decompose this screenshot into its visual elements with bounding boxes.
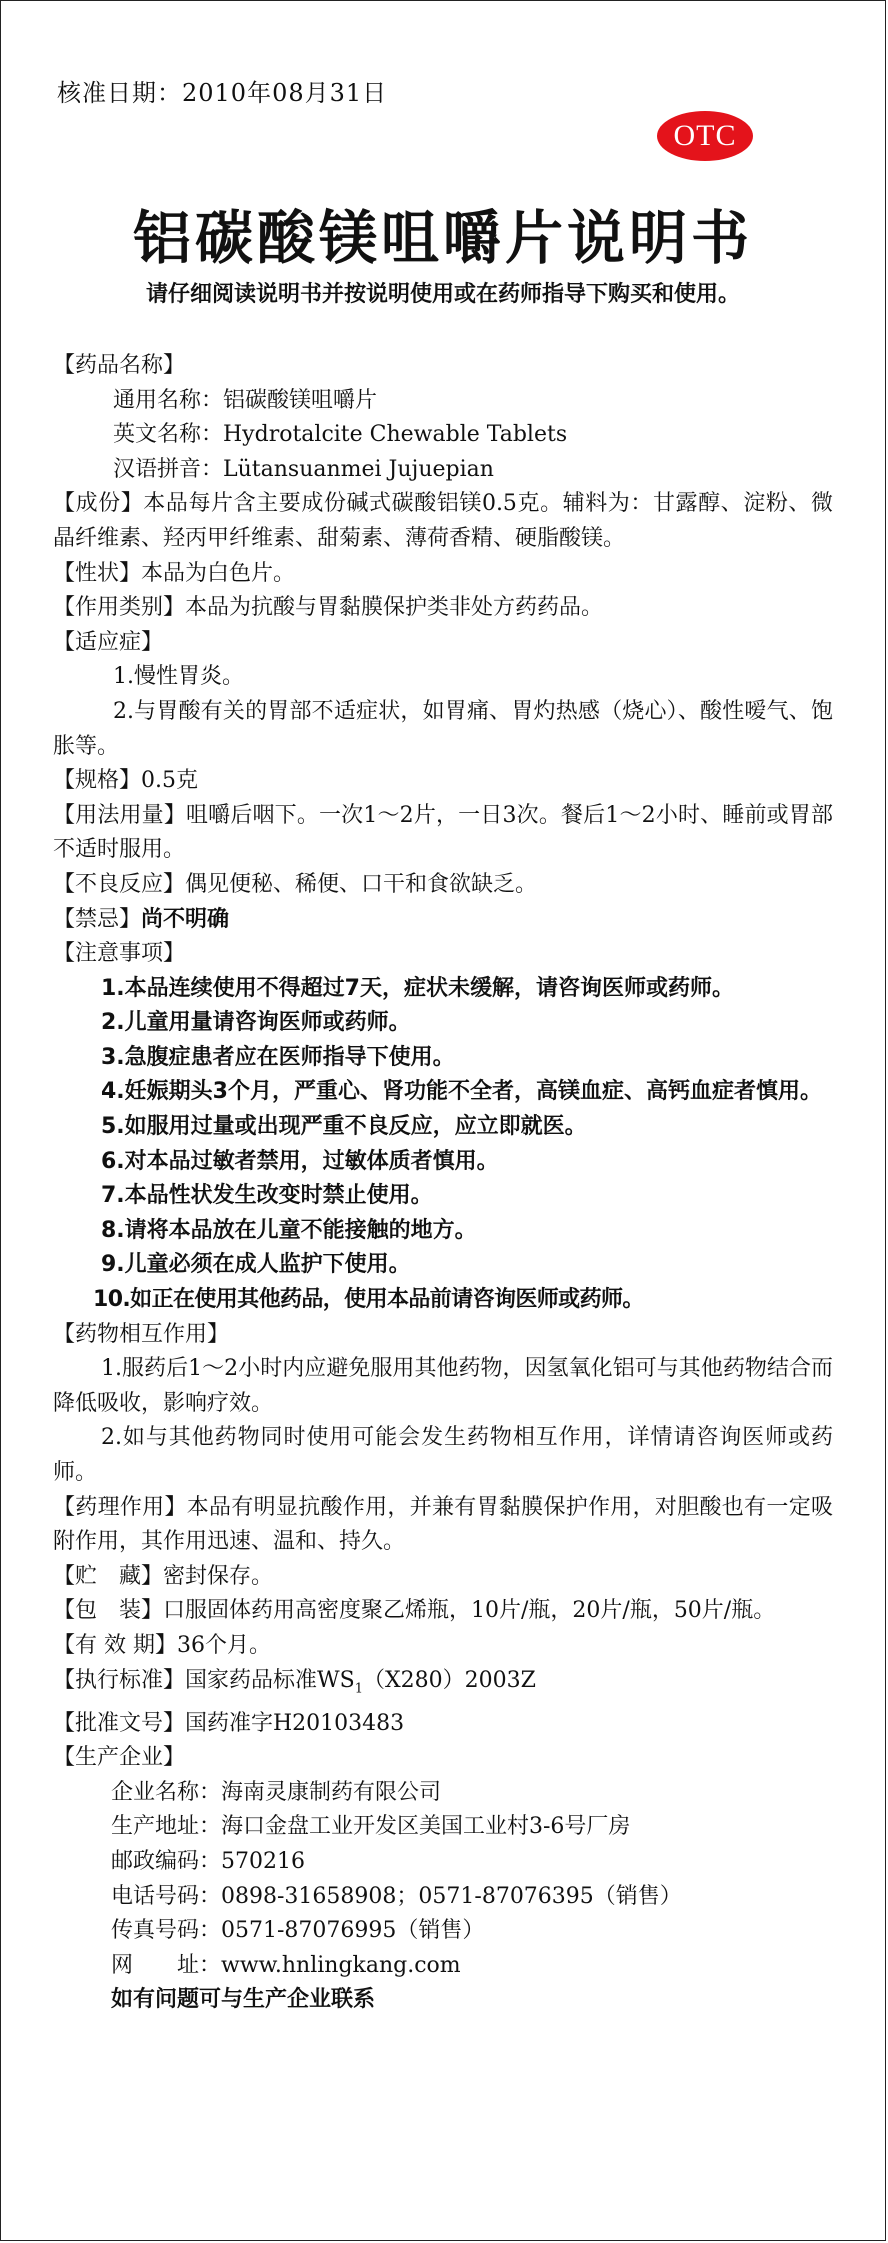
- standard-suffix: （X280）2003Z: [362, 1667, 536, 1693]
- precautions-heading: 【注意事项】: [53, 941, 186, 967]
- manufacturer-heading: 【生产企业】: [53, 1745, 186, 1771]
- validity: 【有 效 期】36个月。: [53, 1632, 271, 1658]
- indications-heading: 【适应症】: [53, 629, 164, 655]
- precaution-item: 8.请将本品放在儿童不能接触的地方。: [101, 1217, 477, 1243]
- drug-name-heading: 【药品名称】: [53, 353, 186, 378]
- adverse-reactions: 【不良反应】偶见便秘、稀便、口干和食欲缺乏。: [53, 871, 538, 897]
- ingredients: 【成份】本品每片含主要成份碱式碳酸铝镁0.5克。辅料为：甘露醇、淀粉、微晶纤维素、羟丙甲纤维素、甜菊素、薄荷香精、硬脂酸镁。: [53, 491, 833, 551]
- precaution-item: 10.如正在使用其他药品，使用本品前请咨询医师或药师。: [93, 1287, 644, 1313]
- manufacturer-website: 网 址：www.hnlingkang.com: [111, 1952, 461, 1978]
- manufacturer-phone: 电话号码：0898-31658908；0571-87076395（销售）: [111, 1883, 682, 1909]
- packaging: 【包 装】口服固体药用高密度聚乙烯瓶，10片/瓶，20片/瓶，50片/瓶。: [53, 1598, 776, 1624]
- precaution-item: 1.本品连续使用不得超过7天，症状未缓解，请咨询医师或药师。: [101, 975, 734, 1001]
- manufacturer-name: 企业名称：海南灵康制药有限公司: [111, 1779, 442, 1805]
- precaution-item: 2.儿童用量请咨询医师或药师。: [101, 1010, 411, 1036]
- precaution-item: 4.妊娠期头3个月，严重心、肾功能不全者，高镁血症、高钙血症者慎用。: [101, 1079, 822, 1105]
- contraindications-text: 尚不明确: [141, 906, 230, 932]
- indication-item: 2.与胃酸有关的胃部不适症状，如胃痛、胃灼热感（烧心）、酸性嗳气、饱胀等。: [53, 698, 833, 759]
- otc-badge: OTC: [657, 111, 753, 161]
- precaution-item: 9.儿童必须在成人监护下使用。: [101, 1252, 411, 1278]
- specification: 【规格】0.5克: [53, 768, 198, 794]
- leaflet-body: [53, 349, 833, 2018]
- precaution-item: 3.急腹症患者应在医师指导下使用。: [101, 1044, 455, 1070]
- standard-prefix: 【执行标准】国家药品标准WS: [53, 1667, 355, 1693]
- manufacturer-fax: 传真号码：0571-87076995（销售）: [111, 1918, 485, 1944]
- contact-note: 如有问题可与生产企业联系: [111, 1987, 376, 2013]
- interactions-heading: 【药物相互作用】: [53, 1321, 230, 1347]
- executive-standard: [53, 1664, 833, 1707]
- interaction-item: 1.服药后1～2小时内应避免服用其他药物，因氢氧化铝可与其他药物结合而降低吸收，影响疗效。: [53, 1356, 833, 1416]
- indication-item: 1.慢性胃炎。: [113, 664, 244, 690]
- manufacturer-postcode: 邮政编码：570216: [111, 1848, 305, 1874]
- manufacturer-address: 生产地址：海口金盘工业开发区美国工业村3-6号厂房: [111, 1814, 631, 1840]
- document-title: 铝碳酸镁咀嚼片说明书: [132, 204, 753, 272]
- interaction-item: 2.如与其他药物同时使用可能会发生药物相互作用，详情请咨询医师或药师。: [53, 1425, 833, 1485]
- contraindications-label: 【禁忌】: [53, 906, 142, 932]
- pharmacology: 【药理作用】本品有明显抗酸作用，并兼有胃黏膜保护作用，对胆酸也有一定吸附作用，其作用迅速、温和、持久。: [53, 1494, 833, 1555]
- approval-number: 【批准文号】国药准字H20103483: [53, 1710, 405, 1736]
- dosage: 【用法用量】咀嚼后咽下。一次1～2片，一日3次。餐后1～2小时、睡前或胃部不适时服用。: [53, 802, 833, 863]
- reading-notice: 请仔细阅读说明书并按说明使用或在药师指导下购买和使用。: [145, 282, 740, 307]
- precaution-item: 7.本品性状发生改变时禁止使用。: [101, 1183, 433, 1209]
- drug-category: 【作用类别】本品为抗酸与胃黏膜保护类非处方药药品。: [53, 595, 604, 621]
- english-name: 英文名称：Hydrotalcite Chewable Tablets: [113, 422, 568, 448]
- precaution-item: 5.如服用过量或出现严重不良反应，应立即就医。: [101, 1114, 587, 1140]
- standard-subscript: 1: [354, 1680, 363, 1696]
- pinyin-name: 汉语拼音：Lütansuanmei Jujuepian: [113, 456, 494, 482]
- contraindications: [53, 903, 833, 938]
- character: 【性状】本品为白色片。: [53, 560, 296, 586]
- approval-date: 核准日期：2010年08月31日: [57, 79, 388, 107]
- storage: 【贮 藏】密封保存。: [53, 1563, 274, 1589]
- precaution-item: 6.对本品过敏者禁用，过敏体质者慎用。: [101, 1148, 499, 1174]
- generic-name: 通用名称：铝碳酸镁咀嚼片: [113, 387, 378, 413]
